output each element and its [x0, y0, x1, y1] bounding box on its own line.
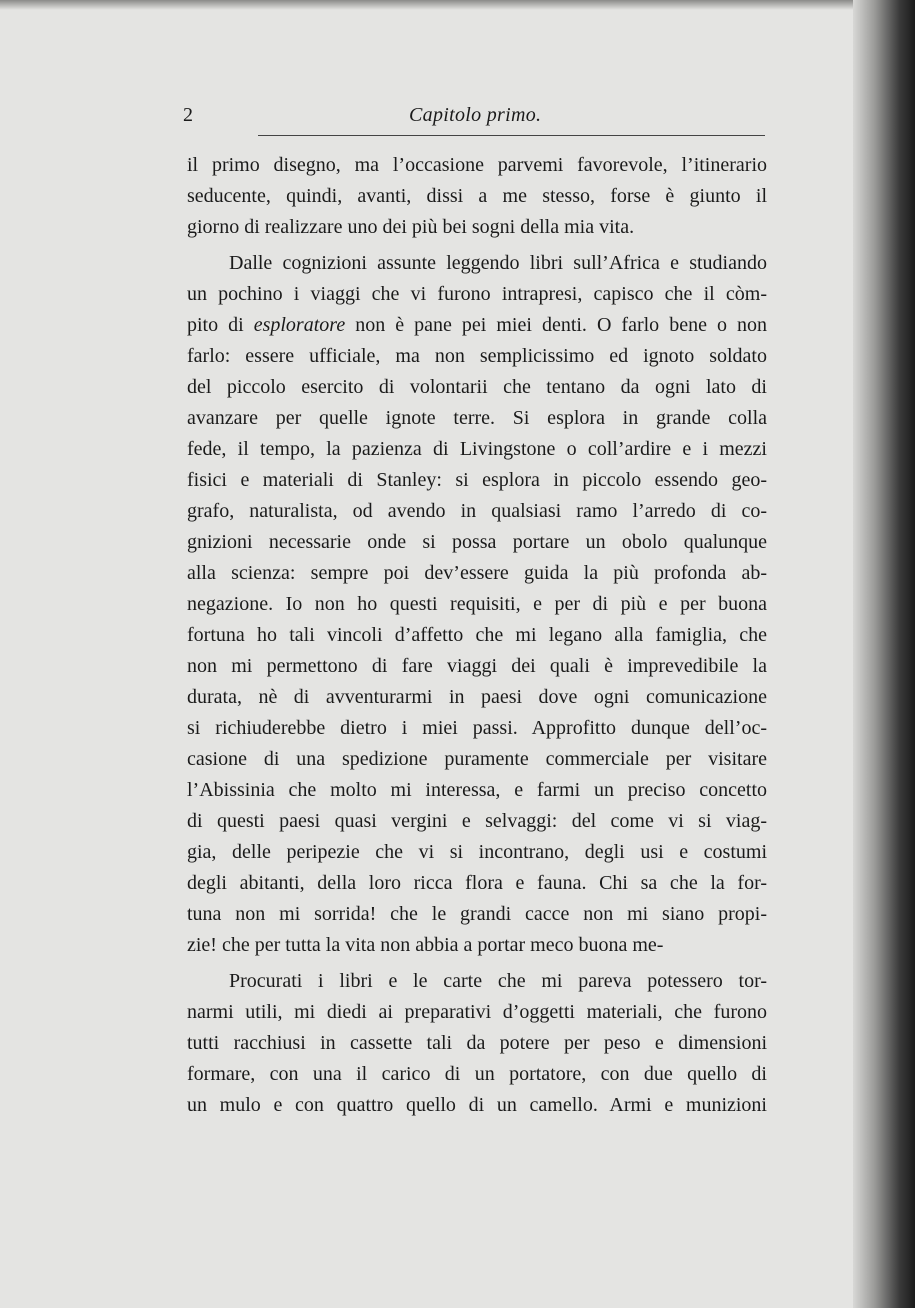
text-line: narmi utili, mi diedi ai preparativi d’oggetti materiali, che furono: [187, 1001, 767, 1023]
running-head: Capitolo primo.: [409, 104, 542, 126]
text-line-with-italic: [187, 310, 767, 341]
page-header: [183, 104, 763, 130]
text-line: casione di una spedizione puramente commerciale per visitare: [187, 748, 767, 770]
text-line: alla scienza: sempre poi dev’essere guida la più profonda ab-: [187, 562, 767, 584]
text-segment: non è pane pei miei denti. O farlo bene o non: [345, 314, 767, 336]
text-line: si richiuderebbe dietro i miei passi. Approfitto dunque dell’oc-: [187, 717, 767, 739]
text-line: un mulo e con quattro quello di un camello. Armi e munizioni: [187, 1094, 767, 1116]
text-line: durata, nè di avventurarmi in paesi dove ogni comunicazione: [187, 686, 767, 708]
text-segment: pito di: [187, 314, 254, 336]
text-line: giorno di realizzare uno dei più bei sogni della mia vita.: [187, 216, 635, 238]
text-line: negazione. Io non ho questi requisiti, e per di più e per buona: [187, 593, 767, 615]
text-line: grafo, naturalista, od avendo in qualsiasi ramo l’arredo di co-: [187, 500, 767, 522]
text-line: fede, il tempo, la pazienza di Livingstone o coll’ardire e i mezzi: [187, 438, 767, 460]
text-line: gnizioni necessarie onde si possa portare un obolo qualunque: [187, 531, 767, 553]
body-text: [187, 150, 767, 1121]
text-line: il primo disegno, ma l’occasione parvemi favorevole, l’itinerario: [187, 154, 767, 176]
text-line: fortuna ho tali vincoli d’affetto che mi legano alla famiglia, che: [187, 624, 767, 646]
page-top-shadow: [0, 0, 915, 10]
text-line: farlo: essere ufficiale, ma non semplicissimo ed ignoto soldato: [187, 345, 767, 367]
text-line: gia, delle peripezie che vi si incontrano, degli usi e costumi: [187, 841, 767, 863]
page-number: 2: [183, 104, 193, 126]
text-line: avanzare per quelle ignote terre. Si esplora in grande colla: [187, 407, 767, 429]
text-line: zie! che per tutta la vita non abbia a portar meco buona me-: [187, 934, 664, 956]
text-line: degli abitanti, della loro ricca flora e fauna. Chi sa che la for-: [187, 872, 767, 894]
text-line: l’Abissinia che molto mi interessa, e farmi un preciso concetto: [187, 779, 767, 801]
text-line: Procurati i libri e le carte che mi pareva potessero tor-: [229, 970, 767, 992]
text-line: seducente, quindi, avanti, dissi a me stesso, forse è giunto il: [187, 185, 767, 207]
text-line: un pochino i viaggi che vi furono intrapresi, capisco che il còm-: [187, 283, 767, 305]
text-line: fisici e materiali di Stanley: si esplora in piccolo essendo geo-: [187, 469, 767, 491]
text-line: formare, con una il carico di un portatore, con due quello di: [187, 1063, 767, 1085]
italic-term: esploratore: [253, 314, 346, 336]
text-line: Dalle cognizioni assunte leggendo libri sull’Africa e studiando: [229, 252, 767, 274]
text-line: tuna non mi sorrida! che le grandi cacce non mi siano propi-: [187, 903, 767, 925]
text-line: di questi paesi quasi vergini e selvaggi: del come vi si viag-: [187, 810, 767, 832]
header-rule: [258, 135, 765, 136]
text-line: tutti racchiusi in cassette tali da potere per peso e dimensioni: [187, 1032, 767, 1054]
text-line: del piccolo esercito di volontarii che tentano da ogni lato di: [187, 376, 767, 398]
text-line: non mi permettono di fare viaggi dei quali è imprevedibile la: [187, 655, 767, 677]
binding-shadow: [853, 0, 915, 1308]
